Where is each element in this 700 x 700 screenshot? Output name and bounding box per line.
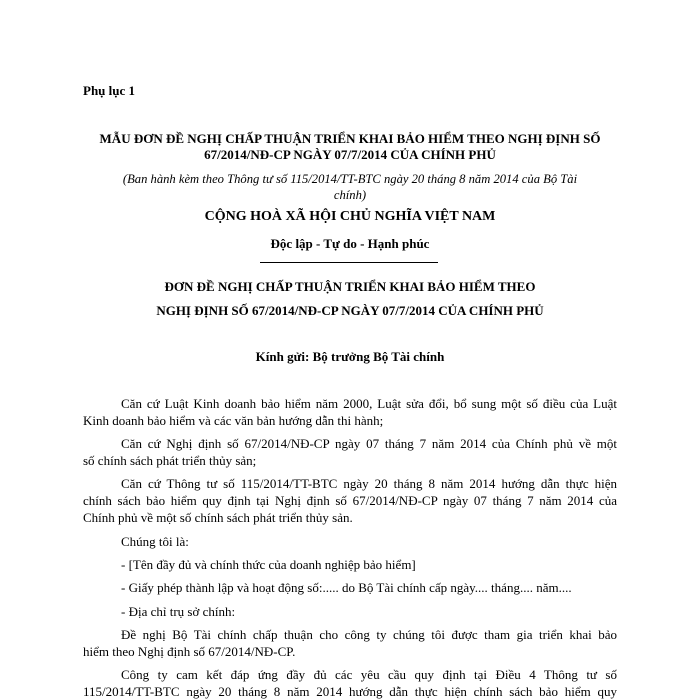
basis3-line1: Căn cứ Thông tư số 115/2014/TT-BTC ngày 20 tháng 8 năm 2014 hướng dẫn thực hiện — [121, 476, 617, 491]
basis2-line2: số chính sách phát triển thủy sản; — [83, 453, 257, 468]
request-line1: Đề nghị Bộ Tài chính chấp thuận cho công ty chúng tôi được tham gia triển khai bảo — [121, 627, 617, 642]
issued-note-line2: chính) — [333, 188, 367, 202]
basis1-line2: Kinh doanh bảo hiểm và các văn bản hướng dẫn thi hành; — [83, 413, 384, 428]
basis2-line1: Căn cứ Nghị định số 67/2014/NĐ-CP ngày 07 tháng 7 năm 2014 của Chính phủ về một — [121, 436, 617, 451]
form-title-line2: 67/2014/NĐ-CP NGÀY 07/7/2014 CỦA CHÍNH PHỦ — [204, 147, 496, 162]
item-company-name: - [Tên đầy đủ và chính thức của doanh nghiệp bảo hiểm] — [121, 557, 416, 572]
request-line2: hiểm theo Nghị định số 67/2014/NĐ-CP. — [83, 644, 296, 659]
basis1-line1: Căn cứ Luật Kinh doanh bảo hiểm năm 2000, Luật sửa đổi, bổ sung một số điều của Luật — [121, 396, 617, 411]
commit-line2: 115/2014/TT-BTC ngày 20 tháng 8 năm 2014 hướng dẫn thực hiện chính sách bảo hiểm quy — [83, 684, 617, 699]
basis3-line2: chính sách bảo hiểm quy định tại Nghị định số 67/2014/NĐ-CP ngày 07 tháng 7 năm 2014 của — [83, 493, 617, 508]
motto-underline — [260, 262, 438, 263]
item-license: - Giấy phép thành lập và hoạt động số:..... do Bộ Tài chính cấp ngày.... tháng.... năm.... — [121, 580, 572, 595]
appendix-label: Phụ lục 1 — [83, 83, 136, 98]
motto: Độc lập - Tự do - Hạnh phúc — [270, 236, 430, 251]
addressee: Kính gửi: Bộ trưởng Bộ Tài chính — [255, 349, 445, 364]
item-address: - Địa chỉ trụ sở chính: — [121, 604, 236, 619]
commit-line1: Công ty cam kết đáp ứng đầy đủ các yêu cầu quy định tại Điều 4 Thông tư số — [121, 667, 617, 682]
application-title-line1: ĐƠN ĐỀ NGHỊ CHẤP THUẬN TRIỂN KHAI BẢO HIỂM THEO — [164, 279, 536, 294]
we-are-label: Chúng tôi là: — [121, 534, 189, 549]
issued-note-line1: (Ban hành kèm theo Thông tư số 115/2014/TT-BTC ngày 20 tháng 8 năm 2014 của Bộ Tài — [122, 172, 578, 186]
application-title-line2: NGHỊ ĐỊNH SỐ 67/2014/NĐ-CP NGÀY 07/7/2014 CỦA CHÍNH PHỦ — [156, 303, 544, 318]
basis3-line3: Chính phủ về một số chính sách phát triển thủy sản. — [83, 510, 353, 525]
form-title-line1: MẪU ĐƠN ĐỀ NGHỊ CHẤP THUẬN TRIỂN KHAI BẢO HIỂM THEO NGHỊ ĐỊNH SỐ — [99, 131, 601, 146]
national-name: CỘNG HOÀ XÃ HỘI CHỦ NGHĨA VIỆT NAM — [204, 209, 496, 224]
